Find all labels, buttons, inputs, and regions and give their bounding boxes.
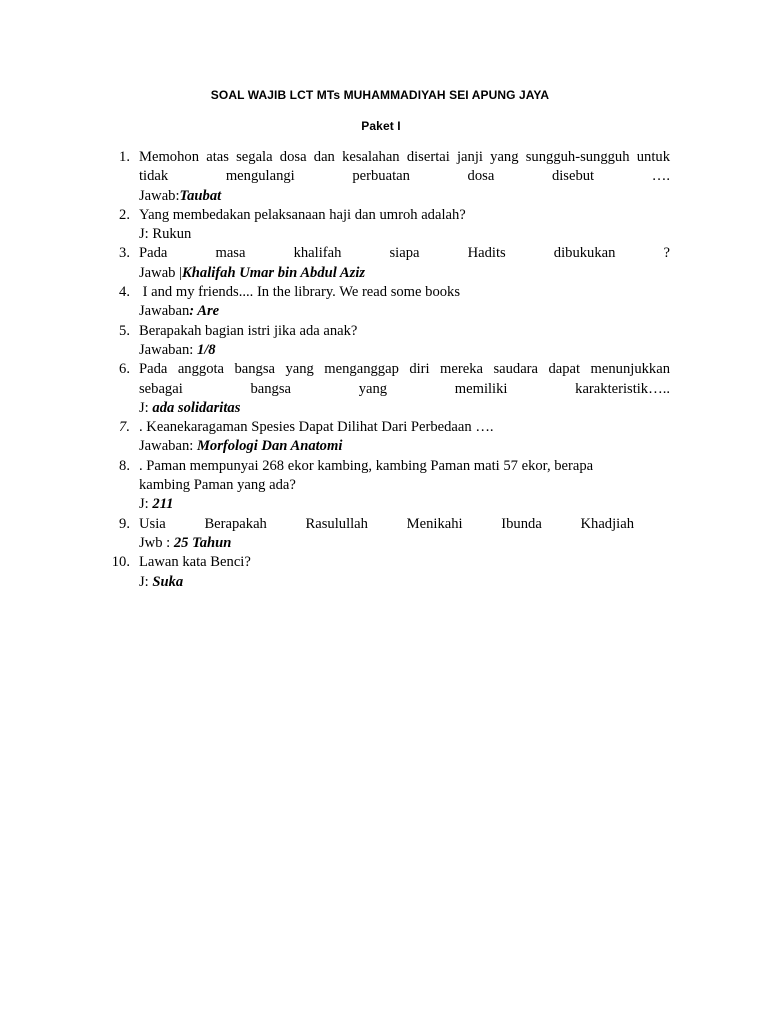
question-number: 1.: [119, 149, 130, 165]
answer-prefix: Jwb :: [139, 534, 174, 551]
answer-value: 1/8: [196, 341, 216, 358]
question-number: 9.: [119, 515, 130, 532]
question-number: 8.: [119, 457, 130, 474]
question-item-1: [100, 148, 670, 206]
question-text: Memohon atas segala dosa dan kesalahan disertai janji yang sungguh-sungguh untuk: [139, 149, 670, 165]
question-list: [100, 148, 670, 592]
answer-value: ada solidaritas: [152, 399, 241, 416]
question-number: 3.: [119, 245, 130, 262]
question-text: . Paman mempunyai 268 ekor kambing, kambing Paman mati 57 ekor, berapa: [139, 457, 594, 474]
answer-prefix: J:: [139, 573, 153, 590]
answer-value: Suka: [152, 573, 184, 590]
answer-prefix: Jawaban:: [139, 341, 197, 358]
answer-value: : Are: [189, 303, 220, 320]
answer-value: Taubat: [179, 187, 222, 204]
question-number: 7.: [119, 419, 130, 436]
answer-prefix: Jawab |: [139, 264, 183, 281]
question-number: 4.: [119, 284, 130, 301]
question-text-continued: tidak mengulangi perbuatan dosa disebut ….: [139, 168, 670, 185]
answer-line: [139, 302, 670, 321]
question-text: Usia Berapakah Rasulullah Menikahi Ibunda Khadjiah: [139, 515, 634, 532]
answer-line: [139, 437, 670, 456]
document-subtitle: Paket I: [361, 119, 401, 133]
question-item-3: [100, 244, 670, 283]
answer-line: [139, 187, 670, 206]
answer-line: [139, 341, 670, 360]
question-number: 5.: [119, 322, 130, 339]
answer-line: [139, 225, 670, 244]
question-number: 2.: [119, 206, 130, 223]
question-item-4: [100, 283, 670, 322]
answer-value: 25 Tahun: [173, 534, 232, 551]
answer-prefix: J:: [139, 496, 153, 513]
answer-prefix: J: Rukun: [139, 226, 192, 243]
question-item-9: [100, 515, 670, 554]
question-text: I and my friends.... In the library. We read some books: [139, 284, 461, 301]
question-item-2: [100, 206, 670, 245]
answer-line: [139, 534, 670, 553]
question-text: Lawan kata Benci?: [139, 554, 251, 571]
answer-line: [139, 495, 670, 514]
answer-prefix: J:: [139, 399, 153, 416]
question-item-7: [100, 418, 670, 457]
question-text: . Keanekaragaman Spesies Dapat Dilihat Dari Perbedaan ….: [139, 419, 494, 436]
answer-prefix: Jawab:: [139, 187, 180, 204]
question-text: Pada anggota bangsa yang menganggap diri mereka saudara dapat menunjukkan: [139, 361, 670, 378]
answer-prefix: Jawaban: [139, 303, 190, 320]
answer-prefix: Jawaban:: [139, 438, 197, 455]
answer-value: Khalifah Umar bin Abdul Aziz: [182, 264, 366, 281]
question-text: Yang membedakan pelaksanaan haji dan umroh adalah?: [139, 206, 466, 223]
question-item-6: [100, 360, 670, 418]
question-text-continued: sebagai bangsa yang memiliki karakteristik…..: [139, 380, 670, 397]
question-number: 10.: [111, 554, 130, 571]
answer-value: 211: [152, 496, 174, 513]
question-text-continued: kambing Paman yang ada?: [139, 477, 296, 494]
answer-value: Morfologi Dan Anatomi: [196, 438, 343, 455]
question-number: 6.: [119, 361, 130, 378]
answer-line: [139, 399, 670, 418]
question-item-10: [100, 553, 670, 592]
question-text: Pada masa khalifah siapa Hadits dibukukan ?: [139, 245, 670, 262]
question-text: Berapakah bagian istri jika ada anak?: [139, 322, 358, 339]
question-item-5: [100, 322, 670, 361]
answer-line: [139, 264, 670, 283]
answer-line: [139, 573, 670, 592]
question-item-8: [100, 457, 670, 515]
document-title: SOAL WAJIB LCT MTs MUHAMMADIYAH SEI APUNG JAYA: [210, 88, 550, 102]
